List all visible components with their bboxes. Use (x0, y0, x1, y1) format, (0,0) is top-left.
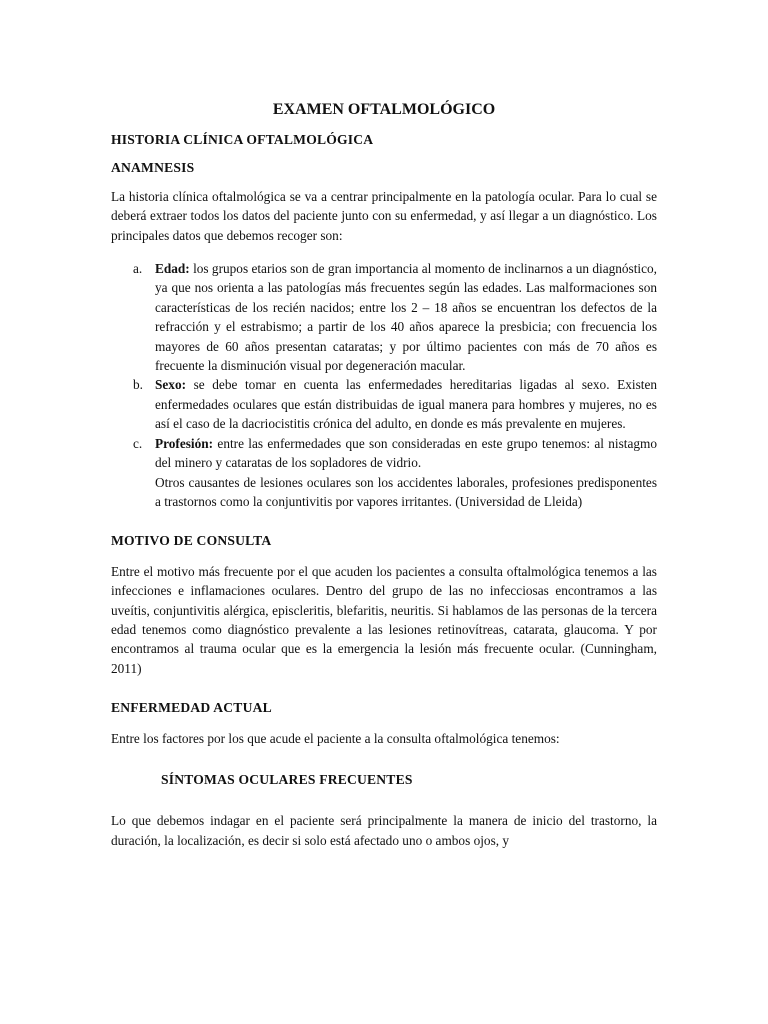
intro-paragraph: La historia clínica oftalmológica se va a centrar principalmente en la patología ocular. Para lo cual se deberá extraer todos los datos del paciente junto con su enfermedad, y así llegar a un diagnóstico. Los principales datos que debemos recoger son: (111, 188, 657, 243)
list-item-text: los grupos etarios son de gran importancia al momento de inclinarnos a un diagnóstico, ya que nos orienta a las patologías más frecuentes según las edades. Las malformaciones son características de los recién nacidos; entre los 2 – 18 años se encuentran los defectos de la refracción y el estrabismo; a partir de los 40 años aparece la presbicia; con frecuencia los mayores de 60 años presentan cataratas; y por último pacientes con más de 70 años es frecuente la disminución visual por degeneración macular. (155, 261, 657, 374)
data-list (111, 259, 657, 511)
list-item-edad (111, 259, 657, 375)
list-item-text: entre las enfermedades que son consideradas en este grupo tenemos: al nistagmo del minero y cataratas de los sopladores de vidrio. (155, 435, 657, 471)
list-item-extra-text: Otros causantes de lesiones oculares son los accidentes laborales, profesiones predisponentes a trastornos como la conjuntivitis por vapores irritantes. (Universidad de Lleida) (155, 474, 657, 509)
document-title: EXAMEN OFTALMOLÓGICO (272, 101, 496, 118)
list-item-text: se debe tomar en cuenta las enfermedades hereditarias ligadas al sexo. Existen enfermedades oculares que están distribuidas de igual manera para hombres y mujeres, no es así el caso de la dacriocistitis crónica del adulto, en donde es más prevalente en mujeres. (155, 377, 657, 432)
enfermedad-paragraph: Entre los factores por los que acude el paciente a la consulta oftalmológica tenemos: (111, 730, 560, 746)
subheading-anamnesis: ANAMNESIS (111, 160, 195, 176)
list-item-term: Profesión: (155, 435, 214, 451)
list-item-profesion (111, 434, 657, 512)
section-heading-historia: HISTORIA CLÍNICA OFTALMOLÓGICA (111, 132, 374, 147)
document-page (111, 100, 657, 850)
list-marker: c. (133, 435, 143, 451)
list-marker: a. (133, 261, 143, 277)
list-item-term: Sexo: (155, 377, 187, 393)
subheading-sintomas: SÍNTOMAS OCULARES FRECUENTES (161, 771, 413, 787)
sintomas-paragraph: Lo que debemos indagar en el paciente será principalmente la manera de inicio del trastorno, la duración, la localización, es decir si solo está afectado uno o ambos ojos, y (111, 813, 657, 848)
list-item-term: Edad: (155, 261, 190, 277)
motivo-paragraph: Entre el motivo más frecuente por el que acuden los pacientes a consulta oftalmológica tenemos a las infecciones e inflamaciones oculares. Dentro del grupo de las no infecciosas encontramos a las uveítis, conjuntivitis alérgica, episcleritis, blefaritis, neuritis. Si hablamos de las personas de la tercera edad tenemos como diagnóstico prevalente a las lesiones retinovítreas, catarata, glaucoma. Y por encontramos al trauma ocular que es la emergencia la lesión más frecuente ocular. (Cunningham, 2011) (111, 563, 657, 676)
list-marker: b. (133, 377, 143, 393)
list-item-sexo (111, 375, 657, 433)
section-heading-enfermedad: ENFERMEDAD ACTUAL (111, 700, 272, 716)
section-heading-motivo: MOTIVO DE CONSULTA (111, 533, 272, 549)
